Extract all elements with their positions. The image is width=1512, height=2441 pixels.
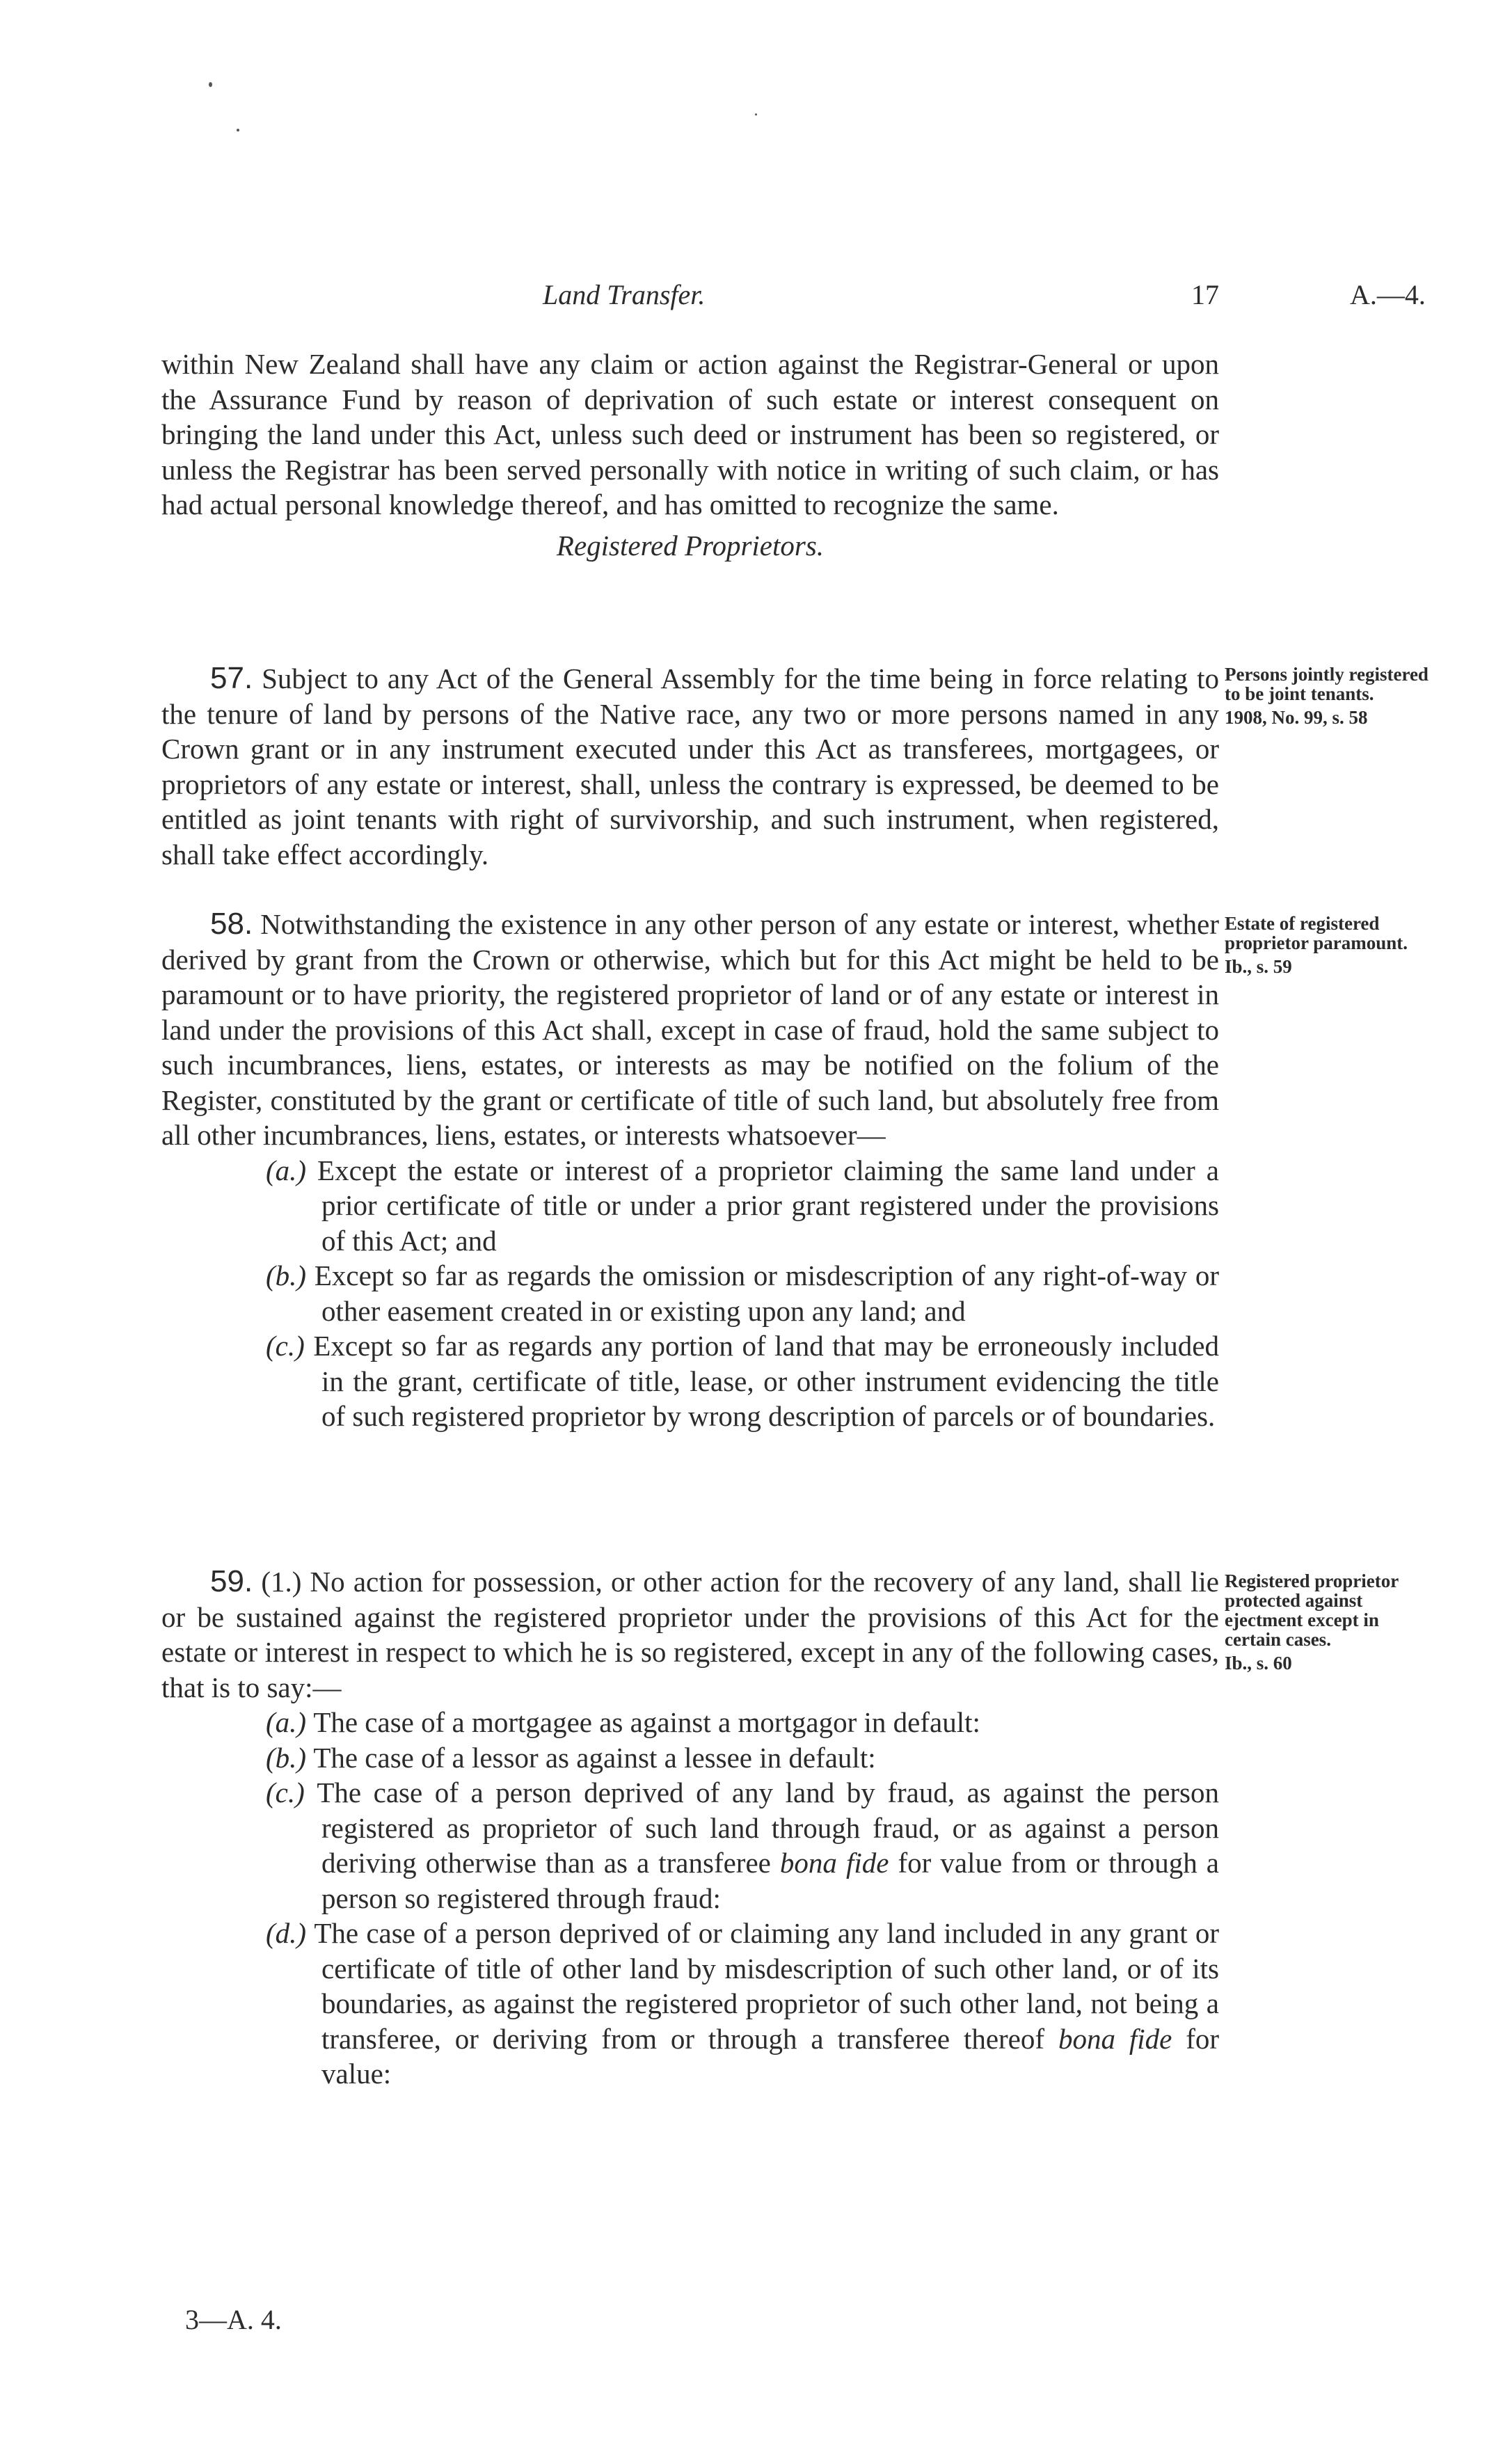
section-number: 58. [210, 907, 253, 941]
running-title: Land Transfer. [543, 279, 706, 310]
section-57 [161, 661, 1219, 872]
marginal-note: Estate of registered proprietor paramount. Ib., s. 59 [1225, 913, 1408, 977]
subclause-b: (b.) Except so far as regards the omission or misdescription of any right-of-way or other easement created in or existing upon any land; and [266, 1259, 1219, 1327]
subclause-a: (a.) The case of a mortgagee as against a mortgagor in default: [266, 1706, 980, 1738]
section-number: 59. [210, 1564, 253, 1598]
continuation-paragraph: within New Zealand shall have any claim or action against the Registrar-General or upon the Assurance Fund by reason of deprivation of such estate or interest consequent on bringing the land under this Act, unless such deed or instrument has been so registered, or unless the Registrar has been served personally with notice in writing of such claim, or has had actual personal knowledge thereof, and has omitted to recognize the same. [161, 348, 1219, 520]
subclause-c: (c.) The case of a person deprived of any land by fraud, as against the person registered as proprietor of such land through fraud, or as against a person deriving otherwise than as a transferee bona fide for value from or through a person so registered through fraud: [266, 1776, 1220, 1914]
scan-speck [755, 113, 757, 116]
section-text: Subject to any Act of the General Assembly for the time being in force relating to the tenure of land by persons of the Native race, any two or more persons named in any Crown grant or in any instrument executed under this Act as transferees, mortgagees, or proprietors of any estate or interest, shall, unless the contrary is expressed, be deemed to be entitled as joint tenants with right of survivorship, and such instrument, when registered, shall take effect accordingly. [161, 662, 1220, 870]
signature-mark: 3—A. 4. [185, 2304, 282, 2335]
page-number: 17 [1191, 279, 1219, 310]
marginal-note: Persons jointly registered to be joint tenants. 1908, No. 99, s. 58 [1225, 664, 1429, 728]
marginal-note: Registered proprietor protected against ejectment except in certain cases. Ib., s. 60 [1225, 1571, 1399, 1673]
section-text: Notwithstanding the existence in any other person of any estate or interest, whether derived by grant from the Crown or otherwise, which but for this Act might be held to be paramount or to have priority, the registered proprietor of land or of any estate or interest in land under the provisions of this Act shall, except in case of fraud, hold the same subject to such incumbrances, liens, estates, or interests as may be notified on the folium of the Register, constituted by the grant or certificate of title of such land, but absolutely free from all other incumbrances, liens, estates, or interests whatsoever— [161, 908, 1219, 1151]
section-58 [161, 907, 1219, 1434]
subclause-d: (d.) The case of a person deprived of or claiming any land included in any grant or certificate of title of other land by misdescription of such other land, or of its boundaries, as against the registered proprietor of such other land, not being a transferee, or deriving from or through a transferee thereof bona fide for value: [266, 1917, 1220, 2090]
section-heading: Registered Proprietors. [556, 529, 825, 562]
section-number: 57. [210, 661, 253, 695]
section-text: (1.) No action for possession, or other action for the recovery of any land, shall lie or be sustained against the registered proprietor under the provisions of this Act for the estate or interest in respect to which he is so registered, except in any of the following cases, that is to say:— [161, 1566, 1220, 1703]
body-text [161, 347, 1219, 563]
scan-speck [237, 129, 239, 132]
subclause-b: (b.) The case of a lessor as against a lessee in default: [266, 1741, 876, 1774]
subclause-c: (c.) Except so far as regards any portion of land that may be erroneously included in the grant, certificate of title, lease, or other instrument evidencing the title of such registered proprietor by wrong description of parcels or of boundaries. [266, 1330, 1219, 1432]
scan-speck [209, 82, 212, 87]
subclause-a: (a.) Except the estate or interest of a proprietor claiming the same land under a prior certificate of title or under a prior grant registered under the provisions of this Act; and [266, 1154, 1220, 1257]
section-59 [161, 1564, 1219, 2092]
document-reference: A.—4. [1350, 279, 1426, 310]
